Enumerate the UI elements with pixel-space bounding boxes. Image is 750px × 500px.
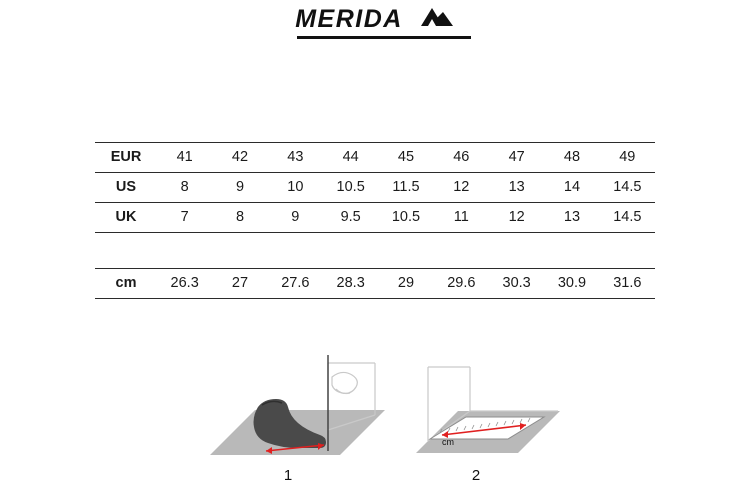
cell-uk-1: 8 (212, 203, 267, 233)
cell-us-1: 9 (212, 173, 267, 203)
brand-name: MERIDA (295, 4, 403, 33)
cell-cm-2: 27.6 (268, 269, 323, 299)
row-label-uk: UK (95, 203, 157, 233)
table-spacer-row (95, 233, 655, 269)
cell-cm-7: 30.9 (544, 269, 599, 299)
table-row-eur (95, 143, 655, 173)
cell-uk-3: 9.5 (323, 203, 378, 233)
table-spacer-cell (95, 233, 655, 269)
brand-underline (297, 36, 471, 39)
table-row-us (95, 173, 655, 203)
cell-cm-5: 29.6 (434, 269, 489, 299)
cell-cm-4: 29 (378, 269, 433, 299)
cell-us-7: 14 (544, 173, 599, 203)
table-row-uk (95, 203, 655, 233)
cell-us-8: 14.5 (600, 173, 655, 203)
cell-uk-8: 14.5 (600, 203, 655, 233)
cell-eur-6: 47 (489, 143, 544, 173)
cell-us-5: 12 (434, 173, 489, 203)
cell-us-6: 13 (489, 173, 544, 203)
cell-eur-2: 43 (268, 143, 323, 173)
brand-logo (0, 6, 750, 32)
row-label-us: US (95, 173, 157, 203)
cell-eur-7: 48 (544, 143, 599, 173)
figure-2-caption: 2 (471, 467, 481, 484)
cell-eur-1: 42 (212, 143, 267, 173)
cell-uk-2: 9 (268, 203, 323, 233)
cell-us-3: 10.5 (323, 173, 378, 203)
cell-eur-4: 45 (378, 143, 433, 173)
cell-eur-5: 46 (434, 143, 489, 173)
cell-us-2: 10 (268, 173, 323, 203)
ruler-unit-label: cm (442, 437, 454, 447)
cell-uk-5: 11 (434, 203, 489, 233)
cell-cm-8: 31.6 (600, 269, 655, 299)
cell-uk-0: 7 (157, 203, 212, 233)
cell-eur-3: 44 (323, 143, 378, 173)
cell-uk-6: 12 (489, 203, 544, 233)
cell-cm-6: 30.3 (489, 269, 544, 299)
cell-uk-4: 10.5 (378, 203, 433, 233)
row-label-eur: EUR (95, 143, 157, 173)
cell-eur-0: 41 (157, 143, 212, 173)
cell-cm-3: 28.3 (323, 269, 378, 299)
table-row-cm (95, 269, 655, 299)
figure-1-caption: 1 (283, 467, 293, 484)
measurement-illustrations (0, 355, 750, 500)
cell-cm-0: 26.3 (157, 269, 212, 299)
cell-us-4: 11.5 (378, 173, 433, 203)
cell-eur-8: 49 (600, 143, 655, 173)
merida-mountain-icon (409, 6, 455, 32)
cell-cm-1: 27 (212, 269, 267, 299)
row-label-cm: cm (95, 269, 157, 299)
cell-us-0: 8 (157, 173, 212, 203)
size-chart-table (95, 142, 655, 299)
figure-ruler-measure (408, 355, 568, 484)
figure-foot-against-wall (200, 355, 390, 484)
cell-uk-7: 13 (544, 203, 599, 233)
